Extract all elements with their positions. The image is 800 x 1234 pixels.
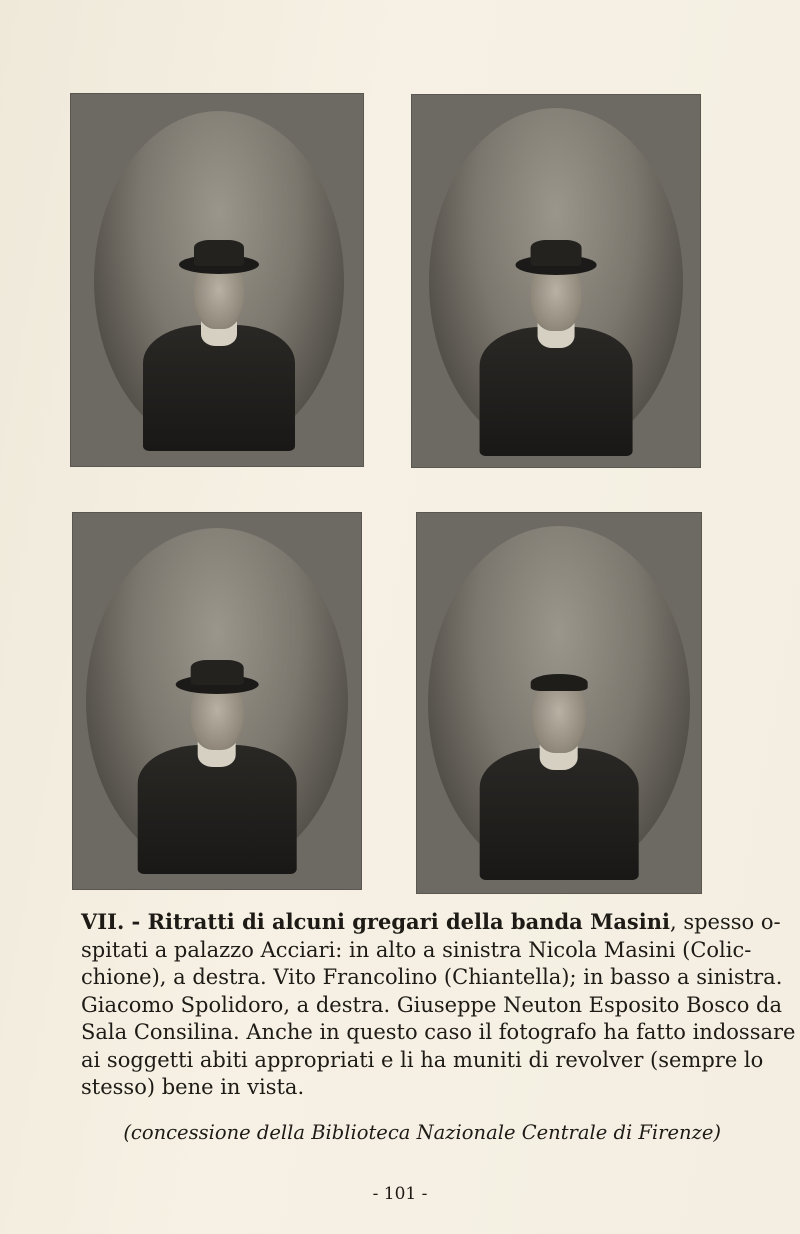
caption-line: ai soggetti abiti appropriati e li ha muniti di revolver (sempre lo bbox=[81, 1047, 764, 1072]
caption-line: chione), a destra. Vito Francolino (Chiantella); in basso a sinistra. bbox=[81, 965, 783, 989]
caption-line: stesso) bene in vista. bbox=[81, 1075, 305, 1099]
portrait-bottom-right bbox=[416, 512, 702, 894]
portrait-bottom-left bbox=[72, 512, 362, 890]
image-credit: (concessione della Biblioteca Nazionale Centrale di Firenze) bbox=[123, 1121, 721, 1144]
plate-label: VII. - Ritratti di alcuni gregari della banda Masini bbox=[81, 909, 670, 934]
caption-line: Sala Consilina. Anche in questo caso il fotografo ha fatto indossare bbox=[81, 1020, 796, 1044]
caption-line: Giacomo Spolidoro, a destra. Giuseppe Neuton Esposito Bosco da bbox=[81, 992, 783, 1017]
portrait-top-right bbox=[411, 94, 701, 468]
caption-line: spitati a palazzo Acciari: in alto a sinistra Nicola Masini (Colic- bbox=[81, 937, 752, 962]
portrait-top-left bbox=[70, 93, 364, 467]
caption-line: , spesso o- bbox=[669, 910, 781, 934]
page-number: - 101 - bbox=[372, 1184, 428, 1204]
figure-caption bbox=[81, 908, 796, 1102]
